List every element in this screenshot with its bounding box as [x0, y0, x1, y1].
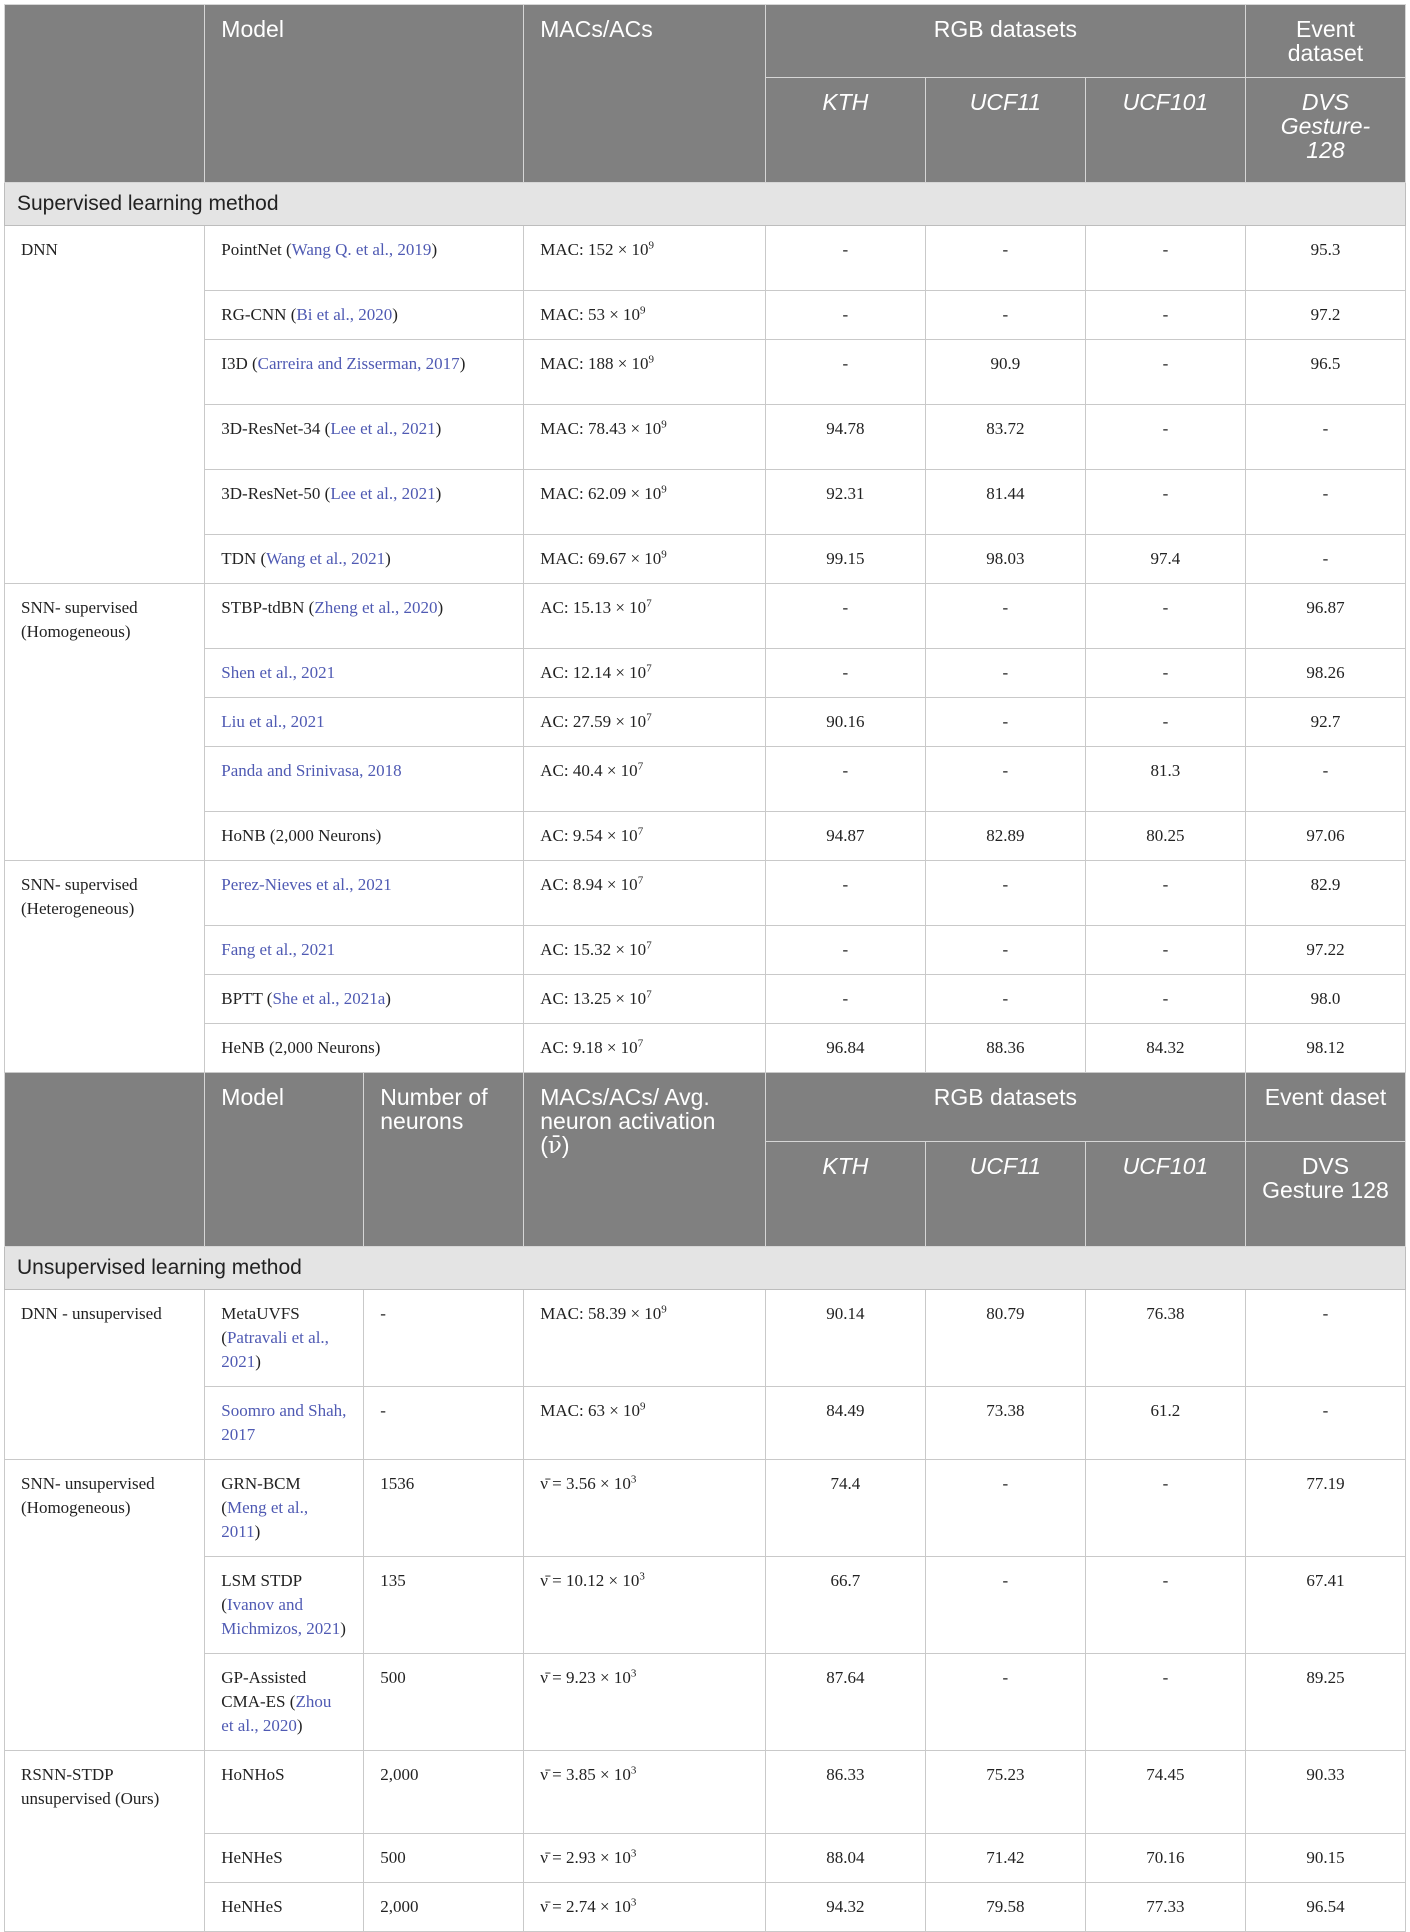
- ucf11-cell: -: [925, 975, 1085, 1024]
- citation-link[interactable]: Wang et al., 2021: [266, 549, 386, 568]
- ucf11-cell: 71.42: [925, 1834, 1085, 1883]
- table-row: [5, 1883, 1406, 1932]
- dvs-cell: 82.9: [1245, 861, 1405, 926]
- model-cell: RG-CNN (Bi et al., 2020): [205, 291, 524, 340]
- model-cell: MetaUVFS (Patravali et al., 2021): [205, 1290, 364, 1387]
- ucf11-cell: 90.9: [925, 340, 1085, 405]
- ucf11-cell: -: [925, 861, 1085, 926]
- citation-link[interactable]: Bi et al., 2020: [296, 305, 393, 324]
- dvs-cell: 97.2: [1245, 291, 1405, 340]
- dvs-cell: 92.7: [1245, 698, 1405, 747]
- mac-cell: MAC: $58.39 \times 10^9$: [524, 1290, 766, 1387]
- ucf101-cell: -: [1085, 1654, 1245, 1751]
- table-row: [5, 405, 1406, 470]
- mac-cell: MAC: $53 \times 10^9$: [524, 291, 766, 340]
- kth-cell: -: [765, 226, 925, 291]
- dvs-cell: 67.41: [1245, 1557, 1405, 1654]
- section-supervised: Supervised learning method: [5, 183, 1406, 226]
- model-cell: TDN (Wang et al., 2021): [205, 535, 524, 584]
- ucf101-cell: 70.16: [1085, 1834, 1245, 1883]
- mac-cell: ν̄ = $10.12 \times 10^3$: [524, 1557, 766, 1654]
- ucf11-cell: 75.23: [925, 1751, 1085, 1834]
- mac-cell: AC: $27.59 \times 10^7$: [524, 698, 766, 747]
- header-blank: [5, 1073, 205, 1247]
- table-row: [5, 1751, 1406, 1834]
- ucf11-cell: 82.89: [925, 812, 1085, 861]
- category-snn-unsupervised-homogeneous: SNN- unsupervised (Homogeneous): [5, 1460, 205, 1751]
- citation-link[interactable]: Zheng et al., 2020: [314, 598, 438, 617]
- kth-cell: -: [765, 291, 925, 340]
- ucf101-cell: 76.38: [1085, 1290, 1245, 1387]
- ucf11-cell: -: [925, 291, 1085, 340]
- table-row: [5, 535, 1406, 584]
- dvs-cell: -: [1245, 747, 1405, 812]
- dvs-cell: 97.06: [1245, 812, 1405, 861]
- category-snn-supervised-heterogeneous: SNN- supervised (Heterogeneous): [5, 861, 205, 1073]
- model-cell: [205, 861, 524, 926]
- citation-link[interactable]: Carreira and Zisserman, 2017: [257, 354, 460, 373]
- table-row: [5, 1290, 1406, 1387]
- kth-cell: 90.16: [765, 698, 925, 747]
- ucf101-cell: -: [1085, 1460, 1245, 1557]
- model-cell: I3D (Carreira and Zisserman, 2017): [205, 340, 524, 405]
- ucf101-cell: -: [1085, 698, 1245, 747]
- neurons-cell: -: [364, 1387, 524, 1460]
- kth-cell: 84.49: [765, 1387, 925, 1460]
- kth-cell: 96.84: [765, 1024, 925, 1073]
- table-row: [5, 698, 1406, 747]
- table-row: [5, 470, 1406, 535]
- ucf101-cell: 97.4: [1085, 535, 1245, 584]
- category-dnn: DNN: [5, 226, 205, 584]
- model-cell: [205, 747, 524, 812]
- ucf101-cell: -: [1085, 584, 1245, 649]
- table-row: [5, 861, 1406, 926]
- mac-cell: AC: $15.32 \times 10^7$: [524, 926, 766, 975]
- mac-cell: MAC: $63 \times 10^9$: [524, 1387, 766, 1460]
- model-cell: 3D-ResNet-34 (Lee et al., 2021): [205, 405, 524, 470]
- mac-cell: MAC: $69.67 \times 10^9$: [524, 535, 766, 584]
- category-dnn-unsupervised: DNN - unsupervised: [5, 1290, 205, 1460]
- mac-cell: MAC: $188 \times 10^9$: [524, 340, 766, 405]
- mac-cell: AC: $15.13 \times 10^7$: [524, 584, 766, 649]
- header-event-dataset: Event dataset: [1245, 5, 1405, 78]
- model-cell: GP-Assisted CMA-ES (Zhou et al., 2020): [205, 1654, 364, 1751]
- model-cell: [205, 926, 524, 975]
- ucf101-cell: 84.32: [1085, 1024, 1245, 1073]
- mac-cell: MAC: $62.09 \times 10^9$: [524, 470, 766, 535]
- kth-cell: 94.87: [765, 812, 925, 861]
- ucf11-cell: -: [925, 649, 1085, 698]
- dvs-cell: 96.54: [1245, 1883, 1405, 1932]
- ucf101-cell: 74.45: [1085, 1751, 1245, 1834]
- category-snn-supervised-homogeneous: SNN- supervised (Homogeneous): [5, 584, 205, 861]
- ucf101-cell: -: [1085, 975, 1245, 1024]
- ucf11-cell: -: [925, 584, 1085, 649]
- table-row: [5, 226, 1406, 291]
- model-cell: HeNB (2,000 Neurons): [205, 1024, 524, 1073]
- table-row: [5, 747, 1406, 812]
- mac-cell: ν̄ = $3.56 \times 10^3$: [524, 1460, 766, 1557]
- table-row: [5, 1460, 1406, 1557]
- ucf101-cell: -: [1085, 226, 1245, 291]
- ucf101-cell: 81.3: [1085, 747, 1245, 812]
- mac-cell: AC: $13.25 \times 10^7$: [524, 975, 766, 1024]
- model-cell: BPTT (She et al., 2021a): [205, 975, 524, 1024]
- mac-cell: AC: $9.54 \times 10^7$: [524, 812, 766, 861]
- dvs-cell: -: [1245, 1387, 1405, 1460]
- ucf101-cell: -: [1085, 405, 1245, 470]
- kth-cell: 94.78: [765, 405, 925, 470]
- dvs-cell: 98.0: [1245, 975, 1405, 1024]
- citation-link[interactable]: Ivanov and Michmizos, 2021: [221, 1595, 341, 1638]
- table-row: [5, 584, 1406, 649]
- citation-link[interactable]: Fang et al., 2021: [221, 940, 336, 959]
- citation-link[interactable]: Meng et al., 2011: [221, 1498, 309, 1541]
- ucf11-cell: 80.79: [925, 1290, 1085, 1387]
- table-row: [5, 812, 1406, 861]
- table-row: [5, 291, 1406, 340]
- kth-cell: 90.14: [765, 1290, 925, 1387]
- model-cell: PointNet (Wang Q. et al., 2019): [205, 226, 524, 291]
- header-ucf11: UCF11: [925, 78, 1085, 183]
- ucf11-cell: -: [925, 1654, 1085, 1751]
- dvs-cell: 77.19: [1245, 1460, 1405, 1557]
- header-ucf101: UCF101: [1085, 1142, 1245, 1247]
- header-rgb-datasets: RGB datasets: [765, 1073, 1245, 1142]
- neurons-cell: 500: [364, 1654, 524, 1751]
- ucf11-cell: 73.38: [925, 1387, 1085, 1460]
- mac-cell: ν̄ = $9.23 \times 10^3$: [524, 1654, 766, 1751]
- mac-cell: MAC: $152 \times 10^9$: [524, 226, 766, 291]
- ucf11-cell: -: [925, 926, 1085, 975]
- header-ucf11: UCF11: [925, 1142, 1085, 1247]
- mac-cell: AC: $8.94 \times 10^7$: [524, 861, 766, 926]
- mac-cell: AC: $12.14 \times 10^7$: [524, 649, 766, 698]
- neurons-cell: 2,000: [364, 1751, 524, 1834]
- model-cell: HoNB (2,000 Neurons): [205, 812, 524, 861]
- model-cell: STBP-tdBN (Zheng et al., 2020): [205, 584, 524, 649]
- citation-link[interactable]: Lee et al., 2021: [330, 484, 436, 503]
- neurons-cell: 1536: [364, 1460, 524, 1557]
- kth-cell: -: [765, 747, 925, 812]
- ucf11-cell: -: [925, 698, 1085, 747]
- dvs-cell: 90.33: [1245, 1751, 1405, 1834]
- citation-link[interactable]: Perez-Nieves et al., 2021: [221, 875, 392, 894]
- category-rsnn-stdp: RSNN-STDP unsupervised (Ours): [5, 1751, 205, 1932]
- kth-cell: 88.04: [765, 1834, 925, 1883]
- citation-link[interactable]: Panda and Srinivasa, 2018: [221, 761, 402, 780]
- table-row: [5, 1557, 1406, 1654]
- ucf11-cell: 79.58: [925, 1883, 1085, 1932]
- neurons-cell: -: [364, 1290, 524, 1387]
- ucf11-cell: -: [925, 226, 1085, 291]
- ucf101-cell: 61.2: [1085, 1387, 1245, 1460]
- ucf11-cell: -: [925, 747, 1085, 812]
- model-cell: HoNHoS: [205, 1751, 364, 1834]
- ucf101-cell: -: [1085, 926, 1245, 975]
- dvs-cell: -: [1245, 535, 1405, 584]
- dvs-cell: 96.5: [1245, 340, 1405, 405]
- citation-link[interactable]: Soomro and Shah, 2017: [221, 1401, 347, 1444]
- kth-cell: -: [765, 861, 925, 926]
- kth-cell: 74.4: [765, 1460, 925, 1557]
- ucf11-cell: 81.44: [925, 470, 1085, 535]
- mac-cell: ν̄ = $2.74 \times 10^3$: [524, 1883, 766, 1932]
- kth-cell: 92.31: [765, 470, 925, 535]
- header-dvs-gesture: DVS Gesture-128: [1245, 78, 1405, 183]
- citation-link[interactable]: She et al., 2021a: [272, 989, 386, 1008]
- dvs-cell: 89.25: [1245, 1654, 1405, 1751]
- ucf101-cell: -: [1085, 1557, 1245, 1654]
- kth-cell: 99.15: [765, 535, 925, 584]
- kth-cell: -: [765, 584, 925, 649]
- citation-link[interactable]: Shen et al., 2021: [221, 663, 336, 682]
- kth-cell: 94.32: [765, 1883, 925, 1932]
- citation-link[interactable]: Liu et al., 2021: [221, 712, 325, 731]
- kth-cell: 87.64: [765, 1654, 925, 1751]
- citation-link[interactable]: Lee et al., 2021: [330, 419, 436, 438]
- table-row: [5, 1024, 1406, 1073]
- header-macs-activation: MACs/ACs/ Avg. neuron activation (ν̄): [524, 1073, 766, 1247]
- model-cell: HeNHeS: [205, 1883, 364, 1932]
- dvs-cell: -: [1245, 1290, 1405, 1387]
- neurons-cell: 135: [364, 1557, 524, 1654]
- dvs-cell: 96.87: [1245, 584, 1405, 649]
- dvs-cell: 90.15: [1245, 1834, 1405, 1883]
- ucf101-cell: -: [1085, 649, 1245, 698]
- results-table: [4, 4, 1406, 1932]
- header-rgb-datasets: RGB datasets: [765, 5, 1245, 78]
- table-row: [5, 1654, 1406, 1751]
- model-cell: LSM STDP (Ivanov and Michmizos, 2021): [205, 1557, 364, 1654]
- mac-cell: ν̄ = $3.85 \times 10^3$: [524, 1751, 766, 1834]
- header-blank: [5, 5, 205, 183]
- mac-cell: AC: $40.4 \times 10^7$: [524, 747, 766, 812]
- table-row: [5, 1834, 1406, 1883]
- citation-link[interactable]: Patravali et al., 2021: [221, 1328, 329, 1371]
- ucf11-cell: 88.36: [925, 1024, 1085, 1073]
- header-ucf101: UCF101: [1085, 78, 1245, 183]
- mac-cell: ν̄ = $2.93 \times 10^3$: [524, 1834, 766, 1883]
- table-row: [5, 926, 1406, 975]
- dvs-cell: -: [1245, 405, 1405, 470]
- ucf101-cell: -: [1085, 291, 1245, 340]
- kth-cell: -: [765, 649, 925, 698]
- table-row: [5, 340, 1406, 405]
- kth-cell: -: [765, 340, 925, 405]
- kth-cell: 86.33: [765, 1751, 925, 1834]
- ucf101-cell: -: [1085, 340, 1245, 405]
- model-cell: GRN-BCM (Meng et al., 2011): [205, 1460, 364, 1557]
- header-model: Model: [205, 5, 524, 183]
- ucf101-cell: 77.33: [1085, 1883, 1245, 1932]
- model-cell: [205, 698, 524, 747]
- header-dvs-gesture: DVS Gesture 128: [1245, 1142, 1405, 1247]
- header-event-dataset: Event daset: [1245, 1073, 1405, 1142]
- kth-cell: -: [765, 975, 925, 1024]
- dvs-cell: 95.3: [1245, 226, 1405, 291]
- dvs-cell: 97.22: [1245, 926, 1405, 975]
- dvs-cell: -: [1245, 470, 1405, 535]
- model-cell: [205, 649, 524, 698]
- table-row: [5, 1387, 1406, 1460]
- header-kth: KTH: [765, 1142, 925, 1247]
- ucf101-cell: -: [1085, 861, 1245, 926]
- ucf11-cell: 98.03: [925, 535, 1085, 584]
- kth-cell: -: [765, 926, 925, 975]
- citation-link[interactable]: Zhou et al., 2020: [221, 1692, 332, 1735]
- dvs-cell: 98.26: [1245, 649, 1405, 698]
- mac-cell: MAC: $78.43 \times 10^9$: [524, 405, 766, 470]
- ucf11-cell: -: [925, 1557, 1085, 1654]
- model-cell: HeNHeS: [205, 1834, 364, 1883]
- ucf101-cell: 80.25: [1085, 812, 1245, 861]
- dvs-cell: 98.12: [1245, 1024, 1405, 1073]
- mac-cell: AC: $9.18 \times 10^7$: [524, 1024, 766, 1073]
- model-cell: 3D-ResNet-50 (Lee et al., 2021): [205, 470, 524, 535]
- section-unsupervised: Unsupervised learning method: [5, 1247, 1406, 1290]
- ucf11-cell: -: [925, 1460, 1085, 1557]
- model-cell: [205, 1387, 364, 1460]
- header-number-of-neurons: Number of neurons: [364, 1073, 524, 1247]
- header-model: Model: [205, 1073, 364, 1247]
- kth-cell: 66.7: [765, 1557, 925, 1654]
- neurons-cell: 2,000: [364, 1883, 524, 1932]
- citation-link[interactable]: Wang Q. et al., 2019: [291, 240, 432, 259]
- ucf11-cell: 83.72: [925, 405, 1085, 470]
- ucf101-cell: -: [1085, 470, 1245, 535]
- neurons-cell: 500: [364, 1834, 524, 1883]
- table-row: [5, 975, 1406, 1024]
- header-kth: KTH: [765, 78, 925, 183]
- table-row: [5, 649, 1406, 698]
- header-macs: MACs/ACs: [524, 5, 766, 183]
